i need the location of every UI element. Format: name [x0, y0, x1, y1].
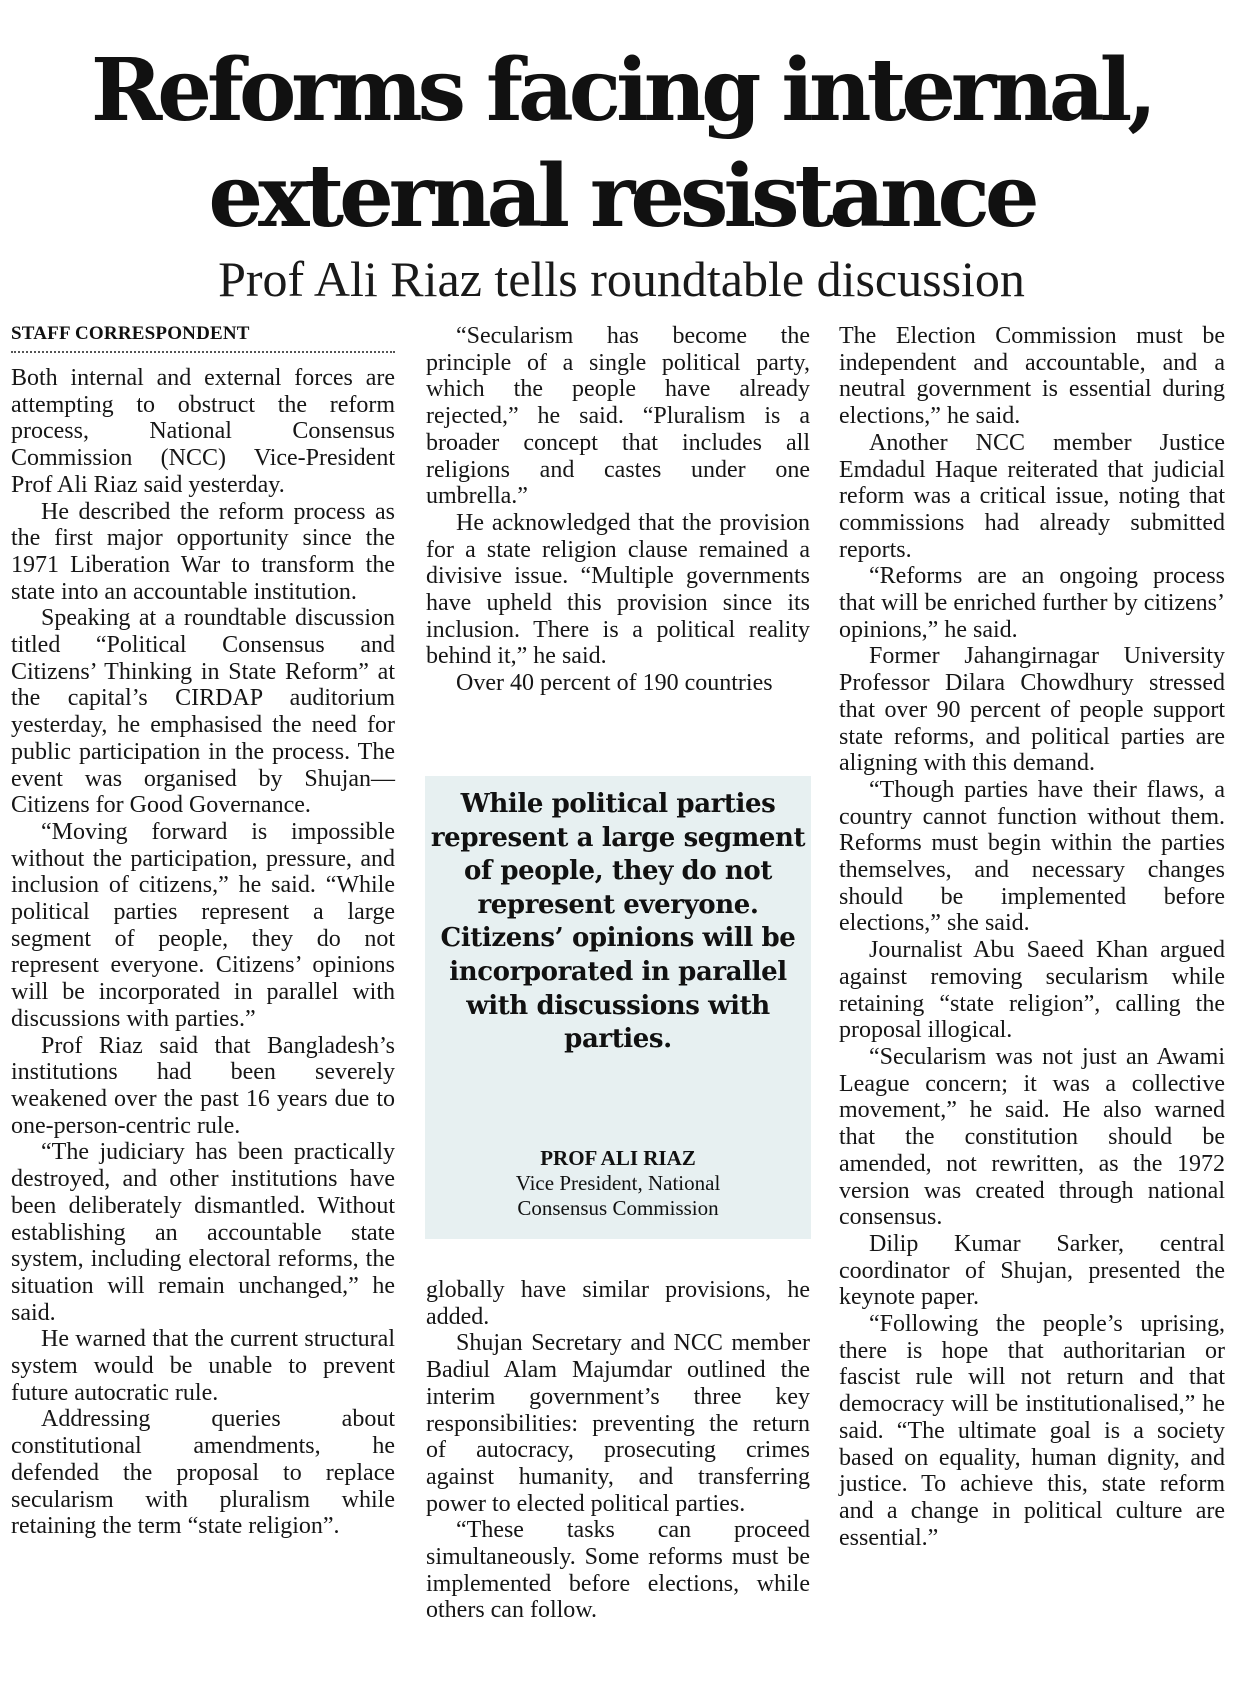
- paragraph: Both internal and external forces are attempting to obstruct the reform process, National Consensus Commission (NCC) Vice-President Prof Ali Riaz said yesterday.: [11, 365, 395, 498]
- article-column-1: [11, 323, 395, 1540]
- article-column-2-bottom: [426, 1277, 810, 1624]
- paragraph: Shujan Secretary and NCC member Badiul Alam Majumdar outlined the interim government’s three key responsibilities: preventing the return of autocracy, prosecuting crimes against humanity, and transferring power to elected political parties.: [426, 1330, 810, 1517]
- paragraph: Over 40 percent of 190 countries: [456, 670, 773, 697]
- paragraph: He acknowledged that the provision for a state religion clause remained a divisive issue. “Multiple governments have upheld this provision since its inclusion. There is a political reality behind it,” he said.: [426, 509, 810, 670]
- pull-quote-attribution: [425, 1146, 811, 1221]
- paragraph: “Secularism has become the principle of a single political party, which the people have already rejected,” he said. “Pluralism is a broader concept that includes all religions and castes under one umbrella.”: [426, 323, 810, 510]
- paragraph: He described the reform process as the first major opportunity since the 1971 Liberation War to transform the state into an accountable institution.: [11, 498, 395, 605]
- subheadline: Prof Ali Riaz tells roundtable discussion: [218, 251, 1025, 307]
- headline: Reforms facing internal, external resistance: [90, 40, 1153, 247]
- pull-quote-box: [425, 776, 811, 1239]
- paragraph: Speaking at a roundtable discussion titled “Political Consensus and Citizens’ Thinking in State Reform” at the capital’s CIRDAP auditorium yesterday, he emphasised the need for public participation in the process. The event was organised by Shujan—Citizens for Good Governance.: [11, 605, 395, 819]
- paragraph: Another NCC member Justice Emdadul Haque reiterated that judicial reform was a critical issue, noting that commissions had already submitted reports.: [839, 429, 1225, 563]
- pull-quote-text: While political parties represent a large segment of people, they do not represent everyone. Citizens’ opinions will be incorporated in parallel with discussions with parties.: [430, 789, 806, 1055]
- paragraph: “Though parties have their flaws, a country cannot function without them. Reforms must begin within the parties themselves, and necessary changes should be implemented before elections,” she said.: [839, 776, 1225, 937]
- pull-quote-role-line-1: Vice President, National: [515, 1171, 721, 1195]
- paragraph: “Moving forward is impossible without the participation, pressure, and inclusion of citizens,” he said. “While political parties represent a large segment of people, they do not represent everyone. Citizens’ opinions will be incorporated in parallel with discussions with parties.”: [11, 818, 395, 1032]
- paragraph: Addressing queries about constitutional amendments, he defended the proposal to replace secularism with pluralism while retaining the term “state religion”.: [11, 1406, 395, 1540]
- byline-divider: [11, 351, 395, 353]
- pull-quote-name: PROF ALI RIAZ: [540, 1146, 696, 1170]
- paragraph: The Election Commission must be independent and accountable, and a neutral government is essential during elections,” he said.: [839, 323, 1225, 430]
- paragraph: Prof Riaz said that Bangladesh’s institutions had been severely weakened over the past 16 years due to one-person-centric rule.: [11, 1032, 395, 1139]
- paragraph: Journalist Abu Saeed Khan argued against removing secularism while retaining “state religion”, calling the proposal illogical.: [839, 937, 1225, 1044]
- article-column-3: [839, 323, 1225, 1551]
- paragraph: “These tasks can proceed simultaneously. Some reforms must be implemented before elections, while others can follow.: [426, 1517, 810, 1624]
- paragraph: Former Jahangirnagar University Professor Dilara Chowdhury stressed that over 90 percent of people support state reforms, and political parties are aligning with this demand.: [839, 643, 1225, 777]
- paragraph: globally have similar provisions, he added.: [426, 1277, 810, 1330]
- article-column-2-top: [426, 323, 810, 697]
- paragraph: “The judiciary has been practically destroyed, and other institutions have been deliberately dismantled. Without establishing an accountable state system, including electoral reforms, the situation will remain unchanged,” he said.: [11, 1139, 395, 1326]
- paragraph: He warned that the current structural system would be unable to prevent future autocratic rule.: [11, 1326, 395, 1406]
- paragraph: “Secularism was not just an Awami League concern; it was a collective movement,” he said. He also warned that the constitution should be amended, not rewritten, as the 1972 version was created through national consensus.: [839, 1043, 1225, 1231]
- paragraph: Dilip Kumar Sarker, central coordinator of Shujan, presented the keynote paper.: [839, 1230, 1225, 1311]
- pull-quote-role-line-2: Consensus Commission: [517, 1196, 719, 1220]
- byline: STAFF CORRESPONDENT: [11, 323, 250, 344]
- paragraph: “Following the people’s uprising, there is hope that authoritarian or fascist rule will not return and that democracy will be institutionalised,” he said. “The ultimate goal is a society based on equality, human dignity, and justice. To achieve this, state reform and a change in political culture are essential.”: [839, 1311, 1225, 1551]
- paragraph: “Reforms are an ongoing process that will be enriched further by citizens’ opinions,” he said.: [839, 563, 1225, 643]
